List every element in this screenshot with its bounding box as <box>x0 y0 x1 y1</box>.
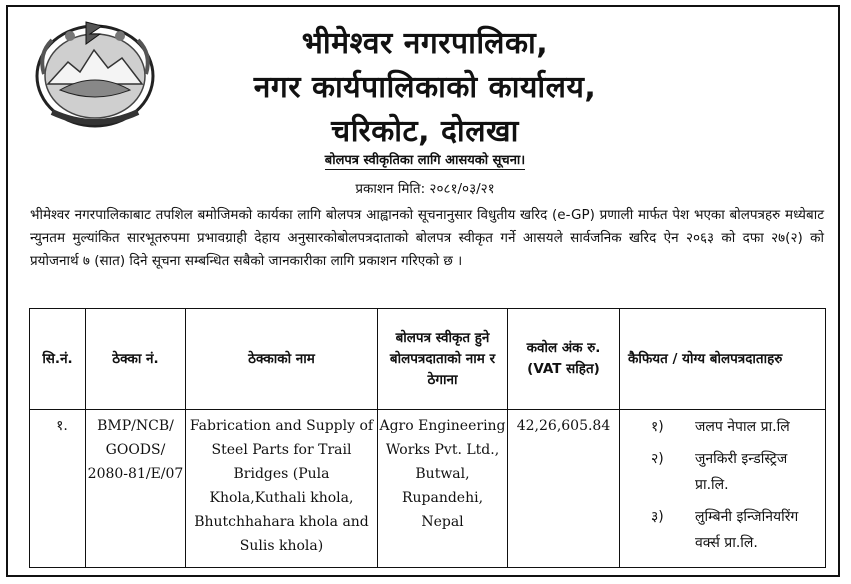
notice-body: भीमेश्वर नगरपालिकाबाट तपशिल बमोजिमको कार्यका लागि बोलपत्र आह्वानको सूचनानुसार विधुतीय खरिद (e-GP) प्रणाली मार्फत पेश भएका बोलपत्रहरु मध्येबाट न्युनतम मुल्यांकित सारभूतरुपमा प्रभावग्राही देहाय अनुसारकोबोलपत्रदाताको बोलपत्र स्वीकृत गर्ने आसयले सार्वजनिक खरिद ऐन २०६३ को दफा २७(२) को प्रयोजनार्थ ७ (सात) दिने सूचना सम्बन्धित सबैको जानकारीका लागि प्रकाशन गरिएको छ । <box>30 207 824 269</box>
header-remarks: कैफियत / योग्य बोलपत्रदाताहरु <box>620 309 826 410</box>
header-bidder: बोलपत्र स्वीकृत हुने बोलपत्रदाताको नाम र ठेगाना <box>378 309 508 410</box>
cell-contract-name: Fabrication and Supply of Steel Parts for Trail Bridges (Pula Khola,Kuthali khola, Bhutchhahara khola and Sulis khola) <box>186 410 378 568</box>
list-item <box>651 414 824 440</box>
office-header <box>160 22 690 154</box>
bidder-name: जलप नेपाल प्रा.लि <box>695 419 790 435</box>
cell-contract-no: BMP/NCB/ GOODS/ 2080-81/E/07 <box>86 410 186 568</box>
header-sn: सि.नं. <box>30 309 86 410</box>
list-item <box>651 504 824 556</box>
publication-date: प्रकाशन मिति: २०८१/०३/२१ <box>355 181 495 197</box>
cell-sn: १. <box>30 410 86 568</box>
cell-remarks <box>620 410 826 568</box>
notice-subject-text: बोलपत्र स्वीकृतिका लागि आसयको सूचना। <box>324 153 526 168</box>
qualified-bidders-list <box>621 414 824 556</box>
header-amount: कवोल अंक रु. (VAT सहित) <box>508 309 620 410</box>
cell-bidder: Agro Engineering Works Pvt. Ltd., Butwal, Rupandehi, Nepal <box>378 410 508 568</box>
government-emblem <box>30 14 160 132</box>
bidder-name: लुम्बिनी इन्जिनियरिंग वर्क्स प्रा.लि. <box>695 509 799 551</box>
notice-subject <box>235 150 615 168</box>
header-contract-name: ठेक्काको नाम <box>186 309 378 410</box>
tender-table <box>29 308 826 568</box>
bidder-number: २) <box>651 451 664 467</box>
table-row <box>30 410 826 568</box>
bidder-number: १) <box>651 419 664 435</box>
office-address: चरिकोट, दोलखा <box>331 114 519 149</box>
bidder-name: जुनकिरी इन्डस्ट्रिज प्रा.लि. <box>695 451 788 493</box>
cell-amount: 42,26,605.84 <box>508 410 620 568</box>
municipality-name: भीमेश्वर नगरपालिका, <box>301 26 549 61</box>
office-name: नगर कार्यपालिकाको कार्यालय, <box>253 70 597 105</box>
table-header-row <box>30 309 826 410</box>
header-contract-no: ठेक्का नं. <box>86 309 186 410</box>
list-item <box>651 446 824 498</box>
bidder-number: ३) <box>651 509 664 525</box>
